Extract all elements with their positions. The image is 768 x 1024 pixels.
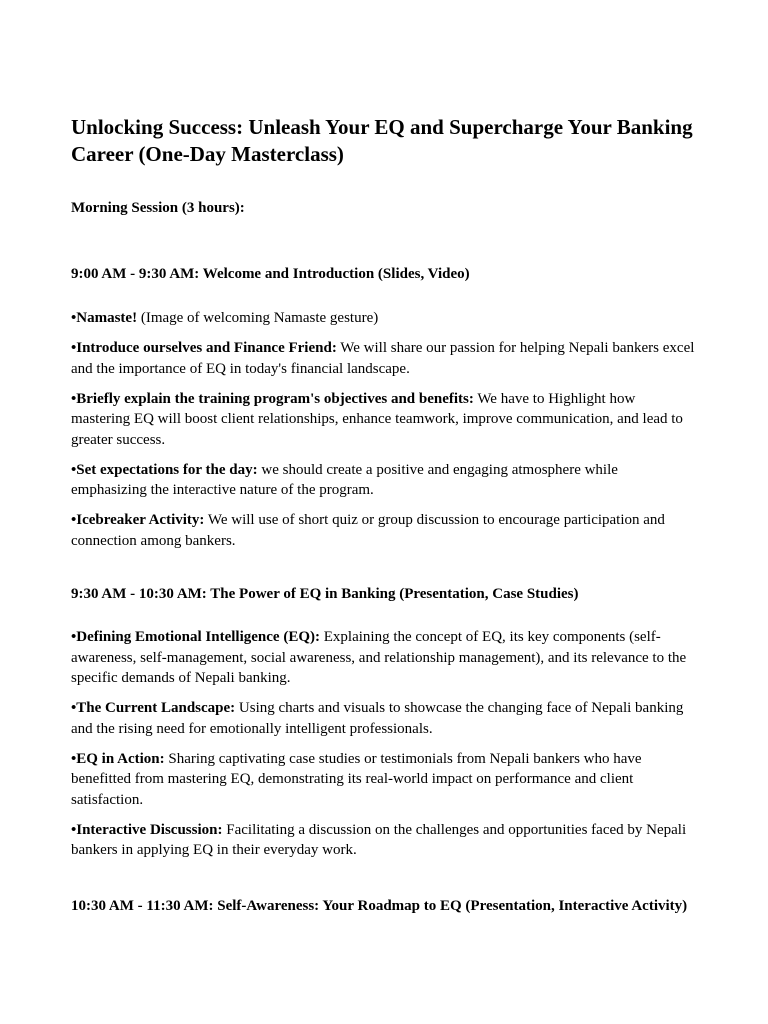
bullet-text: (Image of welcoming Namaste gesture) bbox=[137, 310, 379, 326]
document-title: Unlocking Success: Unleash Your EQ and Supercharge Your Banking Career (One-Day Masterclass) bbox=[71, 115, 693, 166]
bullet-text: we should create a positive and engaging atmosphere while emphasizing the interactive nature of the program. bbox=[71, 461, 618, 498]
list-item bbox=[71, 460, 696, 501]
bullet-label: •Icebreaker Activity: bbox=[71, 512, 205, 528]
list-item bbox=[71, 389, 696, 451]
slot-heading-welcome: 9:00 AM - 9:30 AM: Welcome and Introduction (Slides, Video) bbox=[71, 266, 470, 282]
slot-bullets-welcome bbox=[71, 308, 696, 561]
bullet-text: Sharing captivating case studies or testimonials from Nepali bankers who have benefitted from mastering EQ, demonstrating its real-world impact on performance and client satisfaction. bbox=[71, 750, 642, 808]
slot-heading-power-of-eq: 9:30 AM - 10:30 AM: The Power of EQ in Banking (Presentation, Case Studies) bbox=[71, 586, 579, 602]
bullet-label: •Interactive Discussion: bbox=[71, 821, 223, 838]
bullet-label: •Namaste! bbox=[71, 310, 138, 326]
bullet-text: We have to Highlight how mastering EQ will boost client relationships, enhance teamwork, improve communication, and lead to greater success. bbox=[71, 390, 683, 448]
bullet-text: Facilitating a discussion on the challenges and opportunities faced by Nepali bankers in applying EQ in their everyday work. bbox=[71, 821, 687, 858]
bullet-text: We will share our passion for helping Nepali bankers excel and the importance of EQ in today's financial landscape. bbox=[71, 340, 695, 377]
list-item bbox=[71, 698, 696, 739]
session-heading: Morning Session (3 hours): bbox=[71, 200, 245, 216]
slot-bullets-power-of-eq bbox=[71, 627, 696, 870]
bullet-text: Explaining the concept of EQ, its key components (self-awareness, self-management, social awareness, and relationship management), and its relevance to the specific demands of Nepali banking. bbox=[71, 629, 687, 686]
bullet-label: •Briefly explain the training program's objectives and benefits: bbox=[71, 390, 474, 407]
bullet-label: •Set expectations for the day: bbox=[71, 461, 258, 478]
list-item bbox=[71, 338, 696, 379]
list-item bbox=[71, 308, 696, 329]
bullet-label: •The Current Landscape: bbox=[71, 700, 236, 716]
list-item bbox=[71, 749, 696, 811]
bullet-text: Using charts and visuals to showcase the changing face of Nepali banking and the rising need for emotionally intelligent professionals. bbox=[71, 700, 684, 737]
slot-heading-self-awareness: 10:30 AM - 11:30 AM: Self-Awareness: Your Roadmap to EQ (Presentation, Interactive Activity) bbox=[71, 898, 688, 914]
bullet-text: We will use of short quiz or group discussion to encourage participation and connection among bankers. bbox=[71, 512, 665, 549]
list-item bbox=[71, 510, 696, 551]
bullet-label: •EQ in Action: bbox=[71, 750, 165, 767]
list-item bbox=[71, 627, 696, 689]
bullet-label: •Defining Emotional Intelligence (EQ): bbox=[71, 629, 320, 645]
list-item bbox=[71, 820, 696, 861]
bullet-label: •Introduce ourselves and Finance Friend: bbox=[71, 340, 337, 356]
